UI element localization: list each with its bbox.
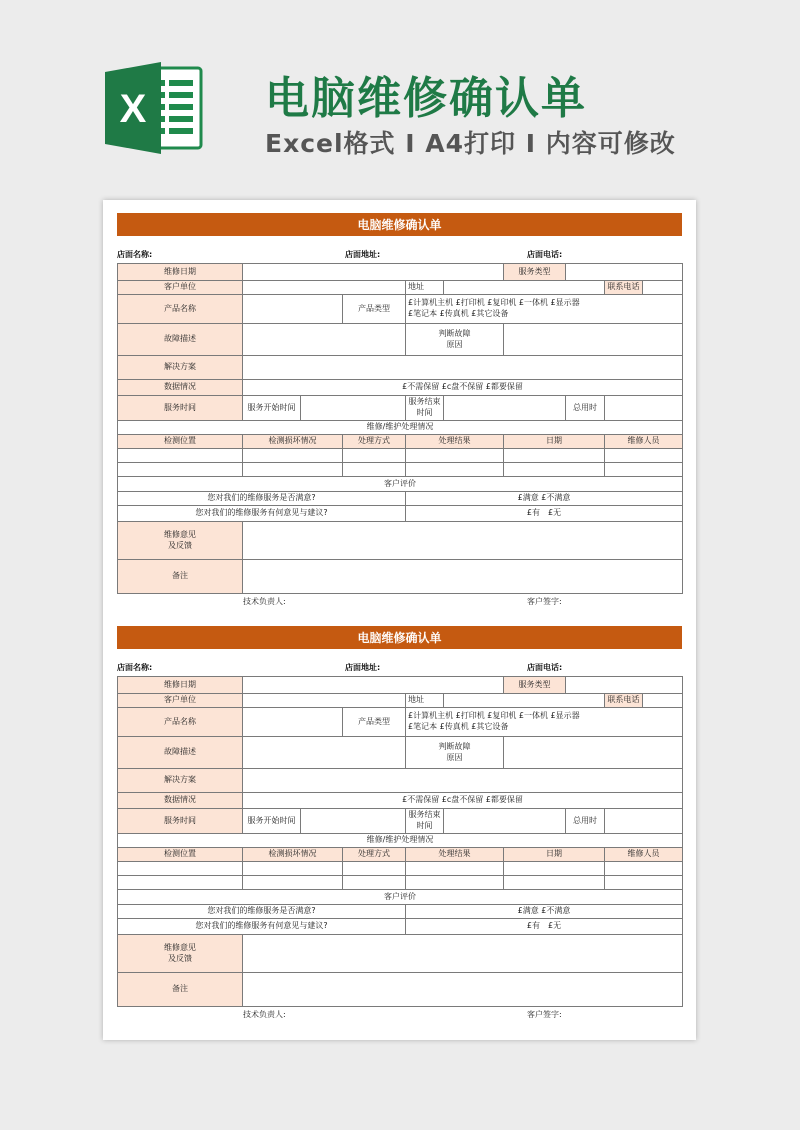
product-name-label: 产品名称 <box>118 708 243 737</box>
col-header-position: 检测位置 <box>118 435 243 449</box>
repair-date-label: 维修日期 <box>118 677 243 694</box>
store-info-row <box>117 649 682 676</box>
repair-form-2 <box>117 626 682 1021</box>
service-end-field[interactable] <box>444 396 566 421</box>
remarks-label: 备注 <box>118 560 243 594</box>
fault-desc-field[interactable] <box>243 324 406 356</box>
solution-field[interactable] <box>243 356 683 380</box>
contact-phone-field[interactable] <box>643 281 683 295</box>
address-field[interactable] <box>444 694 605 708</box>
product-type-options[interactable]: £计算机主机 £打印机 £复印机 £一体机 £显示器 £笔记本 £传真机 £其它设备 <box>406 708 683 737</box>
table-row <box>118 463 683 477</box>
customer-unit-label: 客户单位 <box>118 281 243 295</box>
store-phone-label: 店面电话: <box>527 663 563 672</box>
service-type-field[interactable] <box>566 264 683 281</box>
tech-lead-label: 技术负责人: <box>243 1010 286 1019</box>
evaluation-header: 客户评价 <box>118 890 683 905</box>
product-type-label: 产品类型 <box>343 295 406 324</box>
table-row <box>118 862 683 876</box>
total-time-field[interactable] <box>605 809 683 834</box>
col-header-damage: 检测损坏情况 <box>243 435 343 449</box>
form-title-band: 电脑维修确认单 <box>117 626 682 649</box>
customer-sign-label: 客户签字: <box>527 597 562 606</box>
signature-row <box>117 1007 682 1021</box>
service-start-label: 服务开始时间 <box>243 809 301 834</box>
service-end-label: 服务结束 时间 <box>406 809 444 834</box>
suggestion-options[interactable]: £有 £无 <box>406 919 683 935</box>
feedback-label: 维修意见 及反馈 <box>118 522 243 560</box>
service-type-field[interactable] <box>566 677 683 694</box>
contact-phone-field[interactable] <box>643 694 683 708</box>
solution-field[interactable] <box>243 769 683 793</box>
page-title: 电脑维修确认单 <box>265 73 587 124</box>
tech-lead-label: 技术负责人: <box>243 597 286 606</box>
store-name-label: 店面名称: <box>117 663 153 672</box>
col-header-damage: 检测损坏情况 <box>243 848 343 862</box>
service-start-field[interactable] <box>301 396 406 421</box>
table-row <box>118 876 683 890</box>
address-field[interactable] <box>444 281 605 295</box>
process-section-header: 维修/维护处理情况 <box>118 421 683 435</box>
col-header-method: 处理方式 <box>343 848 406 862</box>
customer-unit-label: 客户单位 <box>118 694 243 708</box>
product-type-label: 产品类型 <box>343 708 406 737</box>
repair-date-field[interactable] <box>243 677 504 694</box>
repair-date-label: 维修日期 <box>118 264 243 281</box>
fault-desc-label: 故障描述 <box>118 324 243 356</box>
fault-reason-label: 判断故障 原因 <box>406 737 504 769</box>
logo-letter: X <box>119 87 147 131</box>
total-time-field[interactable] <box>605 396 683 421</box>
fault-desc-field[interactable] <box>243 737 406 769</box>
service-time-label: 服务时间 <box>118 809 243 834</box>
table-row <box>118 449 683 463</box>
contact-phone-label: 联系电话 <box>605 281 643 295</box>
satisfaction-question: 您对我们的维修服务是否满意? <box>118 492 406 506</box>
fault-reason-field[interactable] <box>504 324 683 356</box>
col-header-result: 处理结果 <box>406 848 504 862</box>
col-header-position: 检测位置 <box>118 848 243 862</box>
page-subtitle: Excel格式 I A4打印 I 内容可修改 <box>265 129 676 158</box>
product-name-field[interactable] <box>243 708 343 737</box>
evaluation-header: 客户评价 <box>118 477 683 492</box>
product-name-field[interactable] <box>243 295 343 324</box>
feedback-field[interactable] <box>243 522 683 560</box>
col-header-method: 处理方式 <box>343 435 406 449</box>
satisfaction-options[interactable]: £满意 £不满意 <box>406 905 683 919</box>
address-label: 地址 <box>406 281 444 295</box>
service-time-label: 服务时间 <box>118 396 243 421</box>
service-type-label: 服务类型 <box>504 264 566 281</box>
data-status-options[interactable]: £不需保留 £c盘不保留 £都要保留 <box>243 793 683 809</box>
total-time-label: 总用时 <box>566 396 605 421</box>
document-paper <box>103 200 696 1040</box>
fault-reason-label: 判断故障 原因 <box>406 324 504 356</box>
suggestion-question: 您对我们的维修服务有何意见与建议? <box>118 506 406 522</box>
col-header-technician: 维修人员 <box>605 848 683 862</box>
col-header-date: 日期 <box>504 435 605 449</box>
customer-sign-label: 客户签字: <box>527 1010 562 1019</box>
service-start-field[interactable] <box>301 809 406 834</box>
form-title-band: 电脑维修确认单 <box>117 213 682 236</box>
remarks-field[interactable] <box>243 973 683 1007</box>
col-header-technician: 维修人员 <box>605 435 683 449</box>
satisfaction-question: 您对我们的维修服务是否满意? <box>118 905 406 919</box>
total-time-label: 总用时 <box>566 809 605 834</box>
repair-date-field[interactable] <box>243 264 504 281</box>
satisfaction-options[interactable]: £满意 £不满意 <box>406 492 683 506</box>
solution-label: 解决方案 <box>118 769 243 793</box>
product-name-label: 产品名称 <box>118 295 243 324</box>
store-address-label: 店面地址: <box>345 663 381 672</box>
store-info-row <box>117 236 682 263</box>
repair-form-1 <box>117 213 682 608</box>
fault-reason-field[interactable] <box>504 737 683 769</box>
process-section-header: 维修/维护处理情况 <box>118 834 683 848</box>
remarks-field[interactable] <box>243 560 683 594</box>
contact-phone-label: 联系电话 <box>605 694 643 708</box>
feedback-label: 维修意见 及反馈 <box>118 935 243 973</box>
data-status-label: 数据情况 <box>118 380 243 396</box>
solution-label: 解决方案 <box>118 356 243 380</box>
customer-unit-field[interactable] <box>243 694 406 708</box>
excel-logo-icon <box>103 62 203 154</box>
signature-row <box>117 594 682 608</box>
fault-desc-label: 故障描述 <box>118 737 243 769</box>
service-type-label: 服务类型 <box>504 677 566 694</box>
data-status-options[interactable]: £不需保留 £c盘不保留 £都要保留 <box>243 380 683 396</box>
col-header-date: 日期 <box>504 848 605 862</box>
repair-table <box>117 676 683 1007</box>
customer-unit-field[interactable] <box>243 281 406 295</box>
address-label: 地址 <box>406 694 444 708</box>
service-end-field[interactable] <box>444 809 566 834</box>
remarks-label: 备注 <box>118 973 243 1007</box>
store-address-label: 店面地址: <box>345 250 381 259</box>
data-status-label: 数据情况 <box>118 793 243 809</box>
repair-table <box>117 263 683 594</box>
store-phone-label: 店面电话: <box>527 250 563 259</box>
suggestion-options[interactable]: £有 £无 <box>406 506 683 522</box>
service-end-label: 服务结束 时间 <box>406 396 444 421</box>
service-start-label: 服务开始时间 <box>243 396 301 421</box>
store-name-label: 店面名称: <box>117 250 153 259</box>
feedback-field[interactable] <box>243 935 683 973</box>
product-type-options[interactable]: £计算机主机 £打印机 £复印机 £一体机 £显示器 £笔记本 £传真机 £其它设备 <box>406 295 683 324</box>
header <box>0 0 800 195</box>
suggestion-question: 您对我们的维修服务有何意见与建议? <box>118 919 406 935</box>
col-header-result: 处理结果 <box>406 435 504 449</box>
